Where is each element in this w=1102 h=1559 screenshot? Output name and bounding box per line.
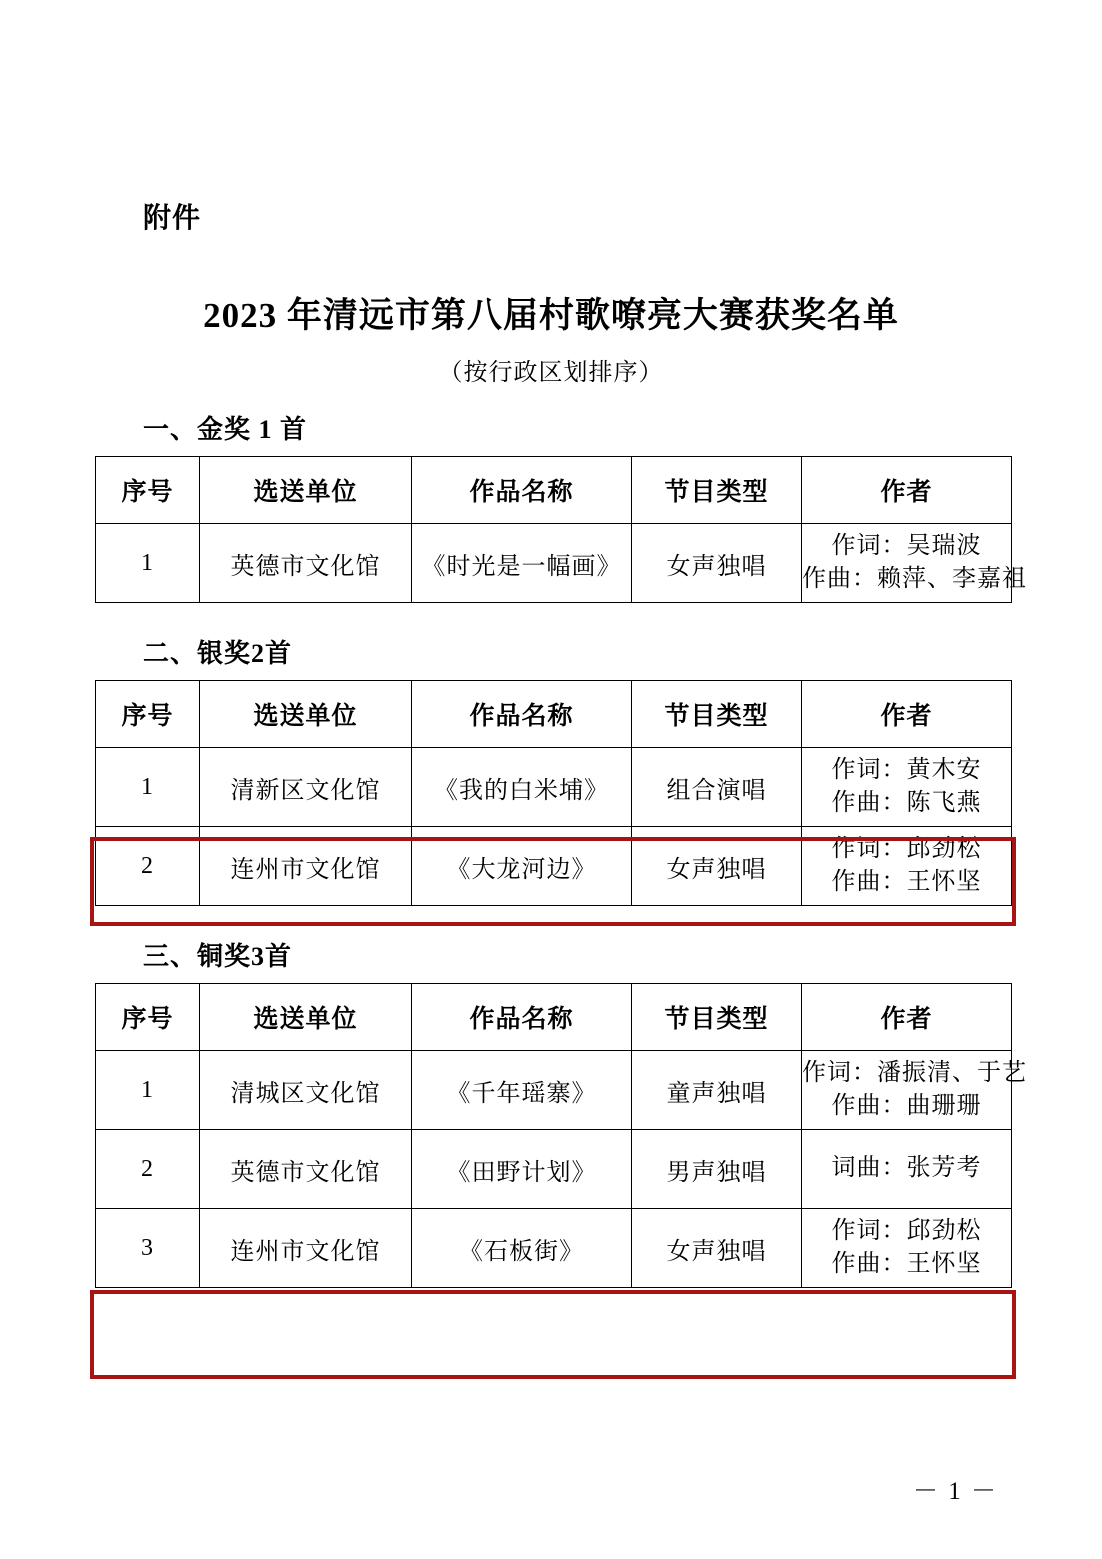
table-header-row — [96, 984, 1012, 1051]
column-header-type: 节目类型 — [632, 984, 802, 1051]
cell-work: 《千年瑶寨》 — [412, 1051, 632, 1130]
cell-work: 《石板街》 — [412, 1209, 632, 1288]
section-heading-gold: 一、金奖 1 首 — [143, 415, 308, 444]
cell-unit: 连州市文化馆 — [200, 827, 412, 906]
author-line-2: 作曲：陈飞燕 — [831, 790, 982, 816]
page-subtitle: （按行政区划排序） — [438, 360, 664, 386]
column-header-work: 作品名称 — [412, 457, 632, 524]
cell-author — [802, 524, 1027, 603]
author-line-1: 作词：邱劲松 — [831, 1217, 982, 1244]
cell-work: 《大龙河边》 — [412, 827, 632, 906]
table-header-row — [96, 681, 1012, 748]
table-row-highlighted — [96, 827, 1012, 906]
author-line-2: 作曲：王怀坚 — [831, 869, 982, 895]
cell-author — [802, 748, 1012, 827]
author-line-2: 作曲：赖萍、李嘉祖 — [802, 566, 1027, 592]
cell-type: 童声独唱 — [632, 1051, 802, 1130]
author-line-1: 作词：邱劲松 — [831, 835, 982, 862]
cell-work: 《田野计划》 — [412, 1130, 632, 1209]
cell-author — [802, 1209, 1012, 1288]
table-row-highlighted — [96, 1209, 1012, 1288]
cell-type: 组合演唱 — [632, 748, 802, 827]
cell-unit: 英德市文化馆 — [200, 1130, 412, 1209]
cell-no: 1 — [96, 748, 200, 827]
cell-unit: 英德市文化馆 — [200, 524, 412, 603]
award-table-gold — [95, 456, 1027, 603]
cell-author — [802, 1130, 1012, 1209]
cell-author — [802, 827, 1012, 906]
cell-author — [802, 1051, 1027, 1130]
section-heading-bronze: 三、铜奖3首 — [143, 942, 293, 971]
cell-unit: 清城区文化馆 — [200, 1051, 412, 1130]
award-table-silver — [95, 680, 1012, 906]
author-line-2: 作曲：王怀坚 — [831, 1251, 982, 1277]
column-header-work: 作品名称 — [412, 984, 632, 1051]
author-line-1: 词曲：张芳考 — [831, 1155, 982, 1182]
table-row — [96, 748, 1012, 827]
column-header-work: 作品名称 — [412, 681, 632, 748]
cell-type: 女声独唱 — [632, 827, 802, 906]
column-header-no: 序号 — [96, 457, 200, 524]
cell-no: 1 — [96, 524, 200, 603]
column-header-type: 节目类型 — [632, 457, 802, 524]
table-header-row — [96, 457, 1012, 524]
cell-type: 女声独唱 — [632, 1209, 802, 1288]
cell-work: 《我的白米埔》 — [412, 748, 632, 827]
column-header-unit: 选送单位 — [200, 681, 412, 748]
column-header-author: 作者 — [802, 681, 1012, 748]
cell-work: 《时光是一幅画》 — [412, 524, 632, 603]
cell-no: 3 — [96, 1209, 200, 1288]
cell-unit: 清新区文化馆 — [200, 748, 412, 827]
column-header-author: 作者 — [802, 984, 1012, 1051]
table-row — [96, 524, 1012, 603]
column-header-author: 作者 — [802, 457, 1012, 524]
cell-type: 男声独唱 — [632, 1130, 802, 1209]
column-header-unit: 选送单位 — [200, 984, 412, 1051]
highlight-box-bronze-row — [90, 1290, 1016, 1379]
author-line-1: 作词：吴瑞波 — [831, 532, 982, 559]
column-header-no: 序号 — [96, 681, 200, 748]
cell-type: 女声独唱 — [632, 524, 802, 603]
author-line-2: 作曲：曲珊珊 — [831, 1093, 982, 1119]
author-line-1: 作词：潘振清、于艺 — [802, 1059, 1027, 1086]
column-header-unit: 选送单位 — [200, 457, 412, 524]
author-line-1: 作词：黄木安 — [831, 756, 982, 783]
award-table-bronze — [95, 983, 1027, 1288]
table-row — [96, 1051, 1012, 1130]
page-number: － 1 － — [912, 1478, 998, 1505]
cell-unit: 连州市文化馆 — [200, 1209, 412, 1288]
column-header-type: 节目类型 — [632, 681, 802, 748]
table-row — [96, 1130, 1012, 1209]
cell-no: 2 — [96, 827, 200, 906]
column-header-no: 序号 — [96, 984, 200, 1051]
cell-no: 2 — [96, 1130, 200, 1209]
section-heading-silver: 二、银奖2首 — [143, 639, 293, 668]
attachment-label: 附件 — [143, 203, 202, 234]
cell-no: 1 — [96, 1051, 200, 1130]
page-title: 2023 年清远市第八届村歌嘹亮大赛获奖名单 — [203, 296, 899, 335]
